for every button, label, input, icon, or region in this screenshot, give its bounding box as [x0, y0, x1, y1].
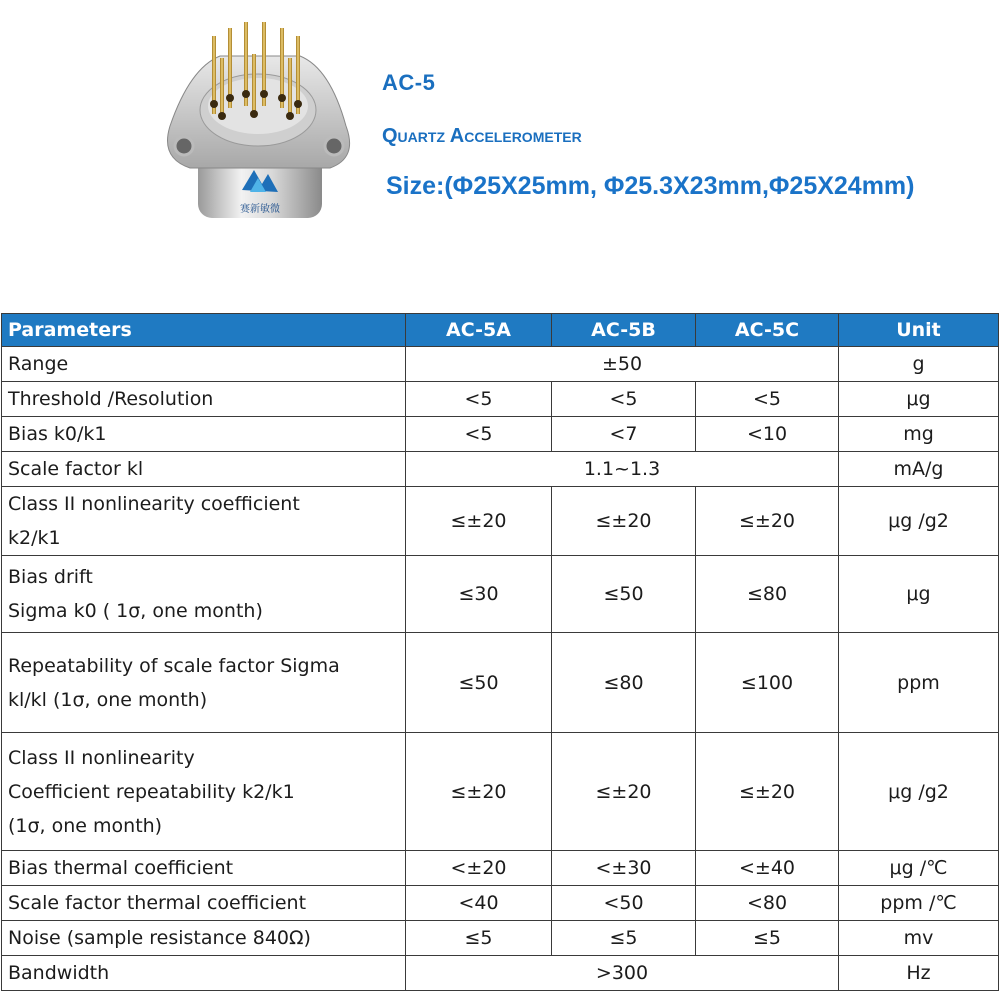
param-line: k2/k1 [8, 527, 61, 549]
table-header-row [2, 314, 999, 347]
param-line: Bias k0/k1 [8, 423, 107, 445]
unit-cell: μg /g2 [839, 487, 999, 556]
param-line: Sigma k0 ( 1σ, one month) [8, 600, 263, 622]
value-cell: <50 [552, 886, 696, 921]
value-cell: ≤±20 [552, 733, 696, 851]
col-header-ac5a: AC-5A [406, 314, 552, 347]
param-line: Coefficient repeatability k2/k1 [8, 780, 295, 803]
param-cell [2, 886, 406, 921]
param-cell [2, 556, 406, 633]
param-line: Class II nonlinearity [8, 746, 195, 769]
param-line: Bias thermal coefficient [8, 857, 234, 879]
value-cell: ≤5 [696, 921, 839, 956]
value-cell: <5 [406, 382, 552, 417]
value-cell: <5 [696, 382, 839, 417]
unit-cell: ppm /℃ [839, 886, 999, 921]
param-line: Range [8, 353, 69, 375]
unit-cell: ppm [839, 633, 999, 733]
value-cell: ≤±20 [406, 733, 552, 851]
col-header-ac5c: AC-5C [696, 314, 839, 347]
spec-table [1, 313, 999, 991]
unit-cell: μg /℃ [839, 851, 999, 886]
value-cell: <±40 [696, 851, 839, 886]
value-cell: ≤50 [406, 633, 552, 733]
value-cell: ≤80 [552, 633, 696, 733]
value-cell: ≤5 [406, 921, 552, 956]
value-cell: <5 [406, 417, 552, 452]
model-title: AC-5 [382, 70, 436, 95]
value-cell: ≤±20 [406, 487, 552, 556]
product-image [150, 18, 360, 228]
col-header-ac5b: AC-5B [552, 314, 696, 347]
param-line: Bandwidth [8, 962, 110, 984]
param-cell [2, 452, 406, 487]
param-line: (1σ, one month) [8, 814, 163, 837]
param-cell [2, 487, 406, 556]
table-row [2, 633, 999, 733]
value-cell: <7 [552, 417, 696, 452]
unit-cell: μg [839, 382, 999, 417]
param-line: Class II nonlinearity coefficient [8, 493, 300, 515]
value-cell: ≤±20 [696, 733, 839, 851]
value-cell: ≤80 [696, 556, 839, 633]
param-cell [2, 956, 406, 991]
table-row [2, 886, 999, 921]
product-subtitle: Quartz Accelerometer [382, 125, 582, 147]
table-row [2, 956, 999, 991]
value-cell: ≤±20 [552, 487, 696, 556]
value-cell-merged: 1.1~1.3 [406, 452, 839, 487]
table-row [2, 382, 999, 417]
value-cell-merged: ±50 [406, 347, 839, 382]
col-header-parameters: Parameters [2, 314, 406, 347]
table-row [2, 556, 999, 633]
unit-cell: mv [839, 921, 999, 956]
unit-cell: μg /g2 [839, 733, 999, 851]
param-cell [2, 417, 406, 452]
value-cell: ≤30 [406, 556, 552, 633]
param-cell [2, 633, 406, 733]
param-line: Bias drift [8, 566, 93, 588]
param-line: Repeatability of scale factor Sigma [8, 654, 340, 677]
param-cell [2, 851, 406, 886]
value-cell: <5 [552, 382, 696, 417]
value-cell-merged: >300 [406, 956, 839, 991]
value-cell: <±20 [406, 851, 552, 886]
value-cell: <10 [696, 417, 839, 452]
param-line: Scale factor kl [8, 458, 144, 480]
value-cell: <40 [406, 886, 552, 921]
value-cell: ≤50 [552, 556, 696, 633]
table-row [2, 347, 999, 382]
param-line: Scale factor thermal coefficient [8, 892, 307, 914]
value-cell: ≤100 [696, 633, 839, 733]
param-cell [2, 733, 406, 851]
table-row [2, 921, 999, 956]
logo-text: 赛新敏微 [240, 204, 280, 215]
param-cell [2, 347, 406, 382]
table-row [2, 417, 999, 452]
unit-cell: mA/g [839, 452, 999, 487]
size-spec: Size:(Φ25X25mm, Φ25.3X23mm,Φ25X24mm) [386, 172, 915, 200]
unit-cell: Hz [839, 956, 999, 991]
col-header-unit: Unit [839, 314, 999, 347]
value-cell: ≤5 [552, 921, 696, 956]
table-row [2, 733, 999, 851]
table-row [2, 851, 999, 886]
value-cell: ≤±20 [696, 487, 839, 556]
param-line: Noise (sample resistance 840Ω) [8, 927, 311, 949]
table-row [2, 487, 999, 556]
param-cell [2, 382, 406, 417]
param-line: Threshold /Resolution [8, 388, 214, 410]
param-line: kl/kl (1σ, one month) [8, 688, 208, 711]
value-cell: <±30 [552, 851, 696, 886]
unit-cell: mg [839, 417, 999, 452]
value-cell: <80 [696, 886, 839, 921]
param-cell [2, 921, 406, 956]
unit-cell: g [839, 347, 999, 382]
table-row [2, 452, 999, 487]
unit-cell: μg [839, 556, 999, 633]
